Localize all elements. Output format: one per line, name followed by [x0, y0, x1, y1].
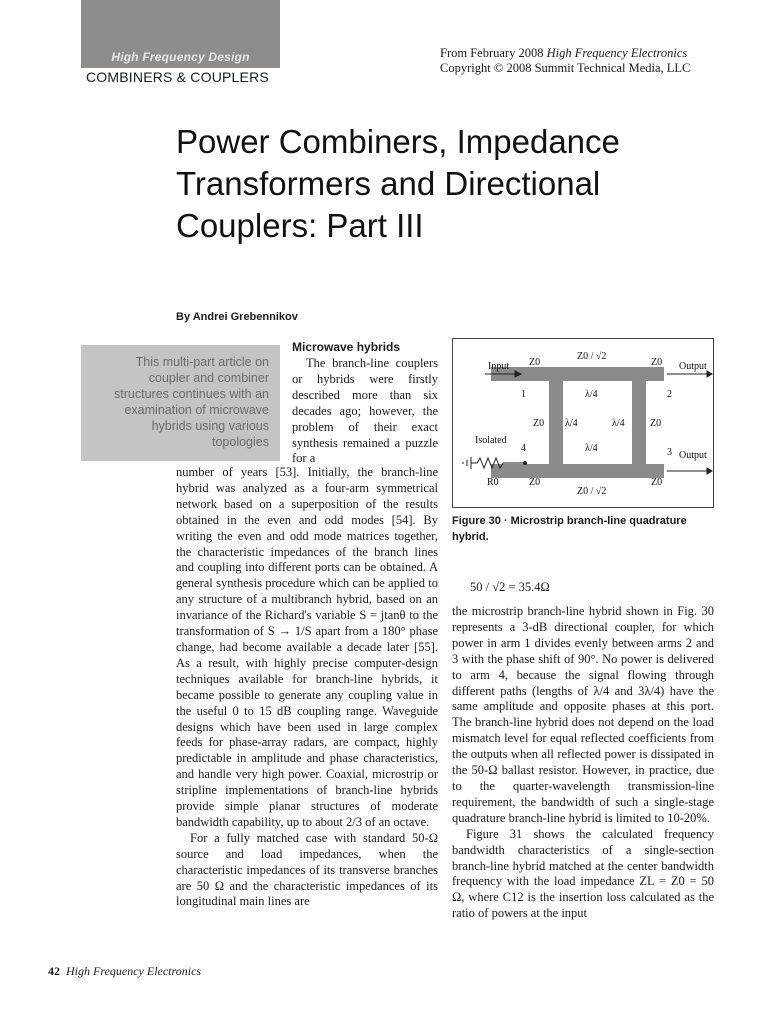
quarter-wave-left-label: λ/4 [565, 418, 578, 429]
source-info [440, 46, 740, 76]
intro-paragraph [292, 356, 438, 467]
copyright-line: Copyright © 2008 Summit Technical Media, LLC [440, 61, 691, 75]
r0-label: R0 [487, 477, 499, 488]
z0-top-left-label: Z0 [529, 357, 541, 368]
right-paragraph-1: the microstrip branch-line hybrid shown in Fig. 30 represents a 3-dB directional coupler, for which power in arm 1 divides evenly between arms 2 and 3 with the phase shift of 90°. No power is delivered to arm 4, because the signal flowing through different paths (lengths of λ/4 and 3λ/4) have the same amplitude and opposite phases at this port. The branch-line hybrid does not depend on the load mismatch level for equal reflected coefficients from the outputs when all reflected power is dissipated in the 50-Ω ballast resistor. However, in practice, due to the quarter-wavelength transmission-line requirement, the bandwidth of such a single-stage quadrature branch-line hybrid is limited to 10-20%. [452, 604, 714, 825]
isolated-port-node [523, 461, 527, 465]
port-arrows [485, 371, 712, 474]
z0-top-right-label: Z0 [651, 357, 663, 368]
z0-bottom-left-label: Z0 [529, 477, 541, 488]
left-paragraph-1: number of years [53]. Initially, the branch-line hybrid was analyzed as a four-arm symmetrical network based on a superposition of the results obtained in the even and odd modes [54]. By writing the even and odd mode matrices together, the characteristic impedances of the branch lines and coupling into different ports can be obtained. A general synthesis procedure which can be applied to any structure of a multibranch hybrid, based on an invariance of the Richard's variable S = jtanθ to the transformation of S → 1/S apart from a 180° phase change, had become available a decade later [55]. As a result, with highly precise computer-design techniques available for branch-line hybrids, it became possible to generate any coupling value in the useful 0 to 15 dB coupling range. Waveguide designs which have been used in large complex feeds for phase-array radars, are compact, highly predictable in amplitude and phase characteristics, and handle very high power. Coaxial, microstrip or stripline implementations of branch-line hybrids provide simple planar structures of moderate bandwidth capability, up to about 2/3 of an octave. [176, 465, 438, 829]
z0-sqrt2-bottom-label: Z0 / √2 [577, 486, 607, 497]
output-top-arrowhead [707, 371, 712, 377]
left-column [176, 465, 438, 910]
quarter-wave-bottom-label: λ/4 [585, 443, 598, 454]
z0-left-branch-label: Z0 [533, 418, 545, 429]
page-number: 42 [48, 964, 60, 978]
output-bottom-arrowhead [707, 468, 712, 474]
left-branch [549, 367, 563, 478]
z0-right-branch-label: Z0 [650, 418, 662, 429]
page-footer [48, 964, 201, 979]
pull-quote: This multi-part article on coupler and combiner structures continues with an examination of microwave hybrids using various topologies [114, 355, 269, 449]
z0-bottom-right-label: Z0 [651, 477, 663, 488]
port-4-label: 4 [521, 443, 526, 454]
left-paragraph-2: For a fully matched case with standard 50-Ω source and load impedances, when the characteristic impedances of its transverse branches are 50 Ω and the characteristic impedances of its longitudinal main lines are [176, 830, 438, 909]
port-3-label: 3 [667, 447, 672, 458]
isolated-label: Isolated [475, 435, 507, 446]
section-name: COMBINERS & COUPLERS [86, 69, 269, 85]
right-column [452, 604, 714, 922]
z0-sqrt2-top-label: Z0 / √2 [577, 351, 607, 362]
source-line [440, 46, 740, 61]
equation: 50 / √2 = 35.4Ω [470, 580, 550, 594]
section-tab [81, 0, 280, 68]
input-label: Input [488, 361, 510, 372]
port-2-label: 2 [667, 389, 672, 400]
quarter-wave-top-label: λ/4 [585, 389, 598, 400]
source-publication: High Frequency Electronics [546, 46, 688, 60]
intro-text: The branch-line couplers or hybrids were firstly described more than six decades ago; however, the problem of their exact synthesis remained a puzzle for a [292, 356, 438, 466]
branch-line-hybrid-diagram [453, 339, 713, 507]
section-tab-label: High Frequency Design [111, 50, 250, 64]
article-title: Power Combiners, Impedance Transformers and Directional Couplers: Part III [176, 123, 620, 244]
byline: By Andrei Grebennikov [176, 311, 298, 323]
footer-publication: High Frequency Electronics [66, 964, 202, 978]
subhead: Microwave hybrids [292, 340, 401, 354]
right-paragraph-2: Figure 31 shows the calculated frequency bandwidth characteristics of a single-section branch-line hybrid matched at the center bandwidth frequency with the load impedance ZL = Z0 = 50 Ω, where C12 is the insertion loss calculated as the ratio of powers at the input [452, 826, 714, 921]
port-1-label: 1 [521, 389, 526, 400]
source-prefix: From February 2008 [440, 46, 547, 60]
right-branch [632, 367, 646, 478]
output-top-label: Output [679, 361, 707, 372]
quarter-wave-right-label: λ/4 [612, 418, 625, 429]
figure-30 [452, 338, 714, 508]
output-bottom-label: Output [679, 450, 707, 461]
figure-caption: Figure 30 · Microstrip branch-line quadrature hybrid. [452, 515, 687, 543]
